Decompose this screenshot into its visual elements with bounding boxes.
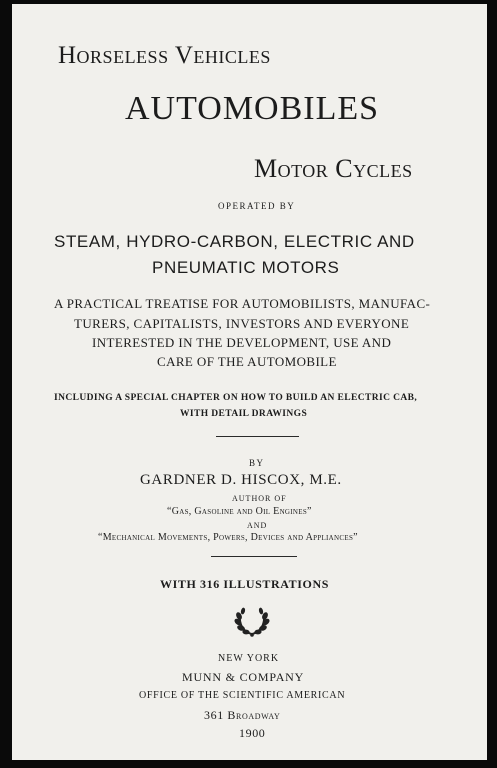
motors-line-2: PNEUMATIC MOTORS <box>152 258 340 277</box>
operated-by: OPERATED BY <box>218 201 296 211</box>
publisher-address: 361 Broadway <box>204 708 281 722</box>
publisher-city: NEW YORK <box>218 653 280 664</box>
divider-rule-bottom <box>211 556 297 557</box>
author-of: AUTHOR OF <box>232 494 287 503</box>
previous-work-2: “Mechanical Movements, Powers, Devices and Appliances” <box>98 532 358 543</box>
publisher-name: MUNN & COMPANY <box>182 670 305 684</box>
treatise-line-2: TURERS, CAPITALISTS, INVESTORS AND EVERYONE <box>74 316 410 331</box>
publisher-office: OFFICE OF THE SCIENTIFIC AMERICAN <box>139 690 346 701</box>
divider-rule-top <box>216 436 299 437</box>
title-page <box>12 4 487 760</box>
chapter-line-1: INCLUDING A SPECIAL CHAPTER ON HOW TO BUILD AN ELECTRIC CAB, <box>54 393 418 403</box>
author-name: GARDNER D. HISCOX, M.E. <box>140 472 342 488</box>
chapter-line-2: WITH DETAIL DRAWINGS <box>180 409 308 419</box>
treatise-line-4: CARE OF THE AUTOMOBILE <box>157 354 337 369</box>
previous-work-1: “Gas, Gasoline and Oil Engines” <box>167 506 312 517</box>
laurel-wreath-icon <box>234 605 270 637</box>
and-label: AND <box>247 521 268 530</box>
by-label: BY <box>249 458 265 468</box>
treatise-line-1: A PRACTICAL TREATISE FOR AUTOMOBILISTS, MANUFAC- <box>54 296 431 311</box>
title-line-3: Motor Cycles <box>254 154 413 183</box>
illustrations-count: WITH 316 ILLUSTRATIONS <box>160 577 330 591</box>
motors-line-1: STEAM, HYDRO-CARBON, ELECTRIC AND <box>54 232 415 251</box>
treatise-line-3: INTERESTED IN THE DEVELOPMENT, USE AND <box>92 335 392 350</box>
title-line-2: AUTOMOBILES <box>125 90 380 127</box>
publication-year: 1900 <box>239 726 266 740</box>
title-line-1: Horseless Vehicles <box>58 42 271 69</box>
